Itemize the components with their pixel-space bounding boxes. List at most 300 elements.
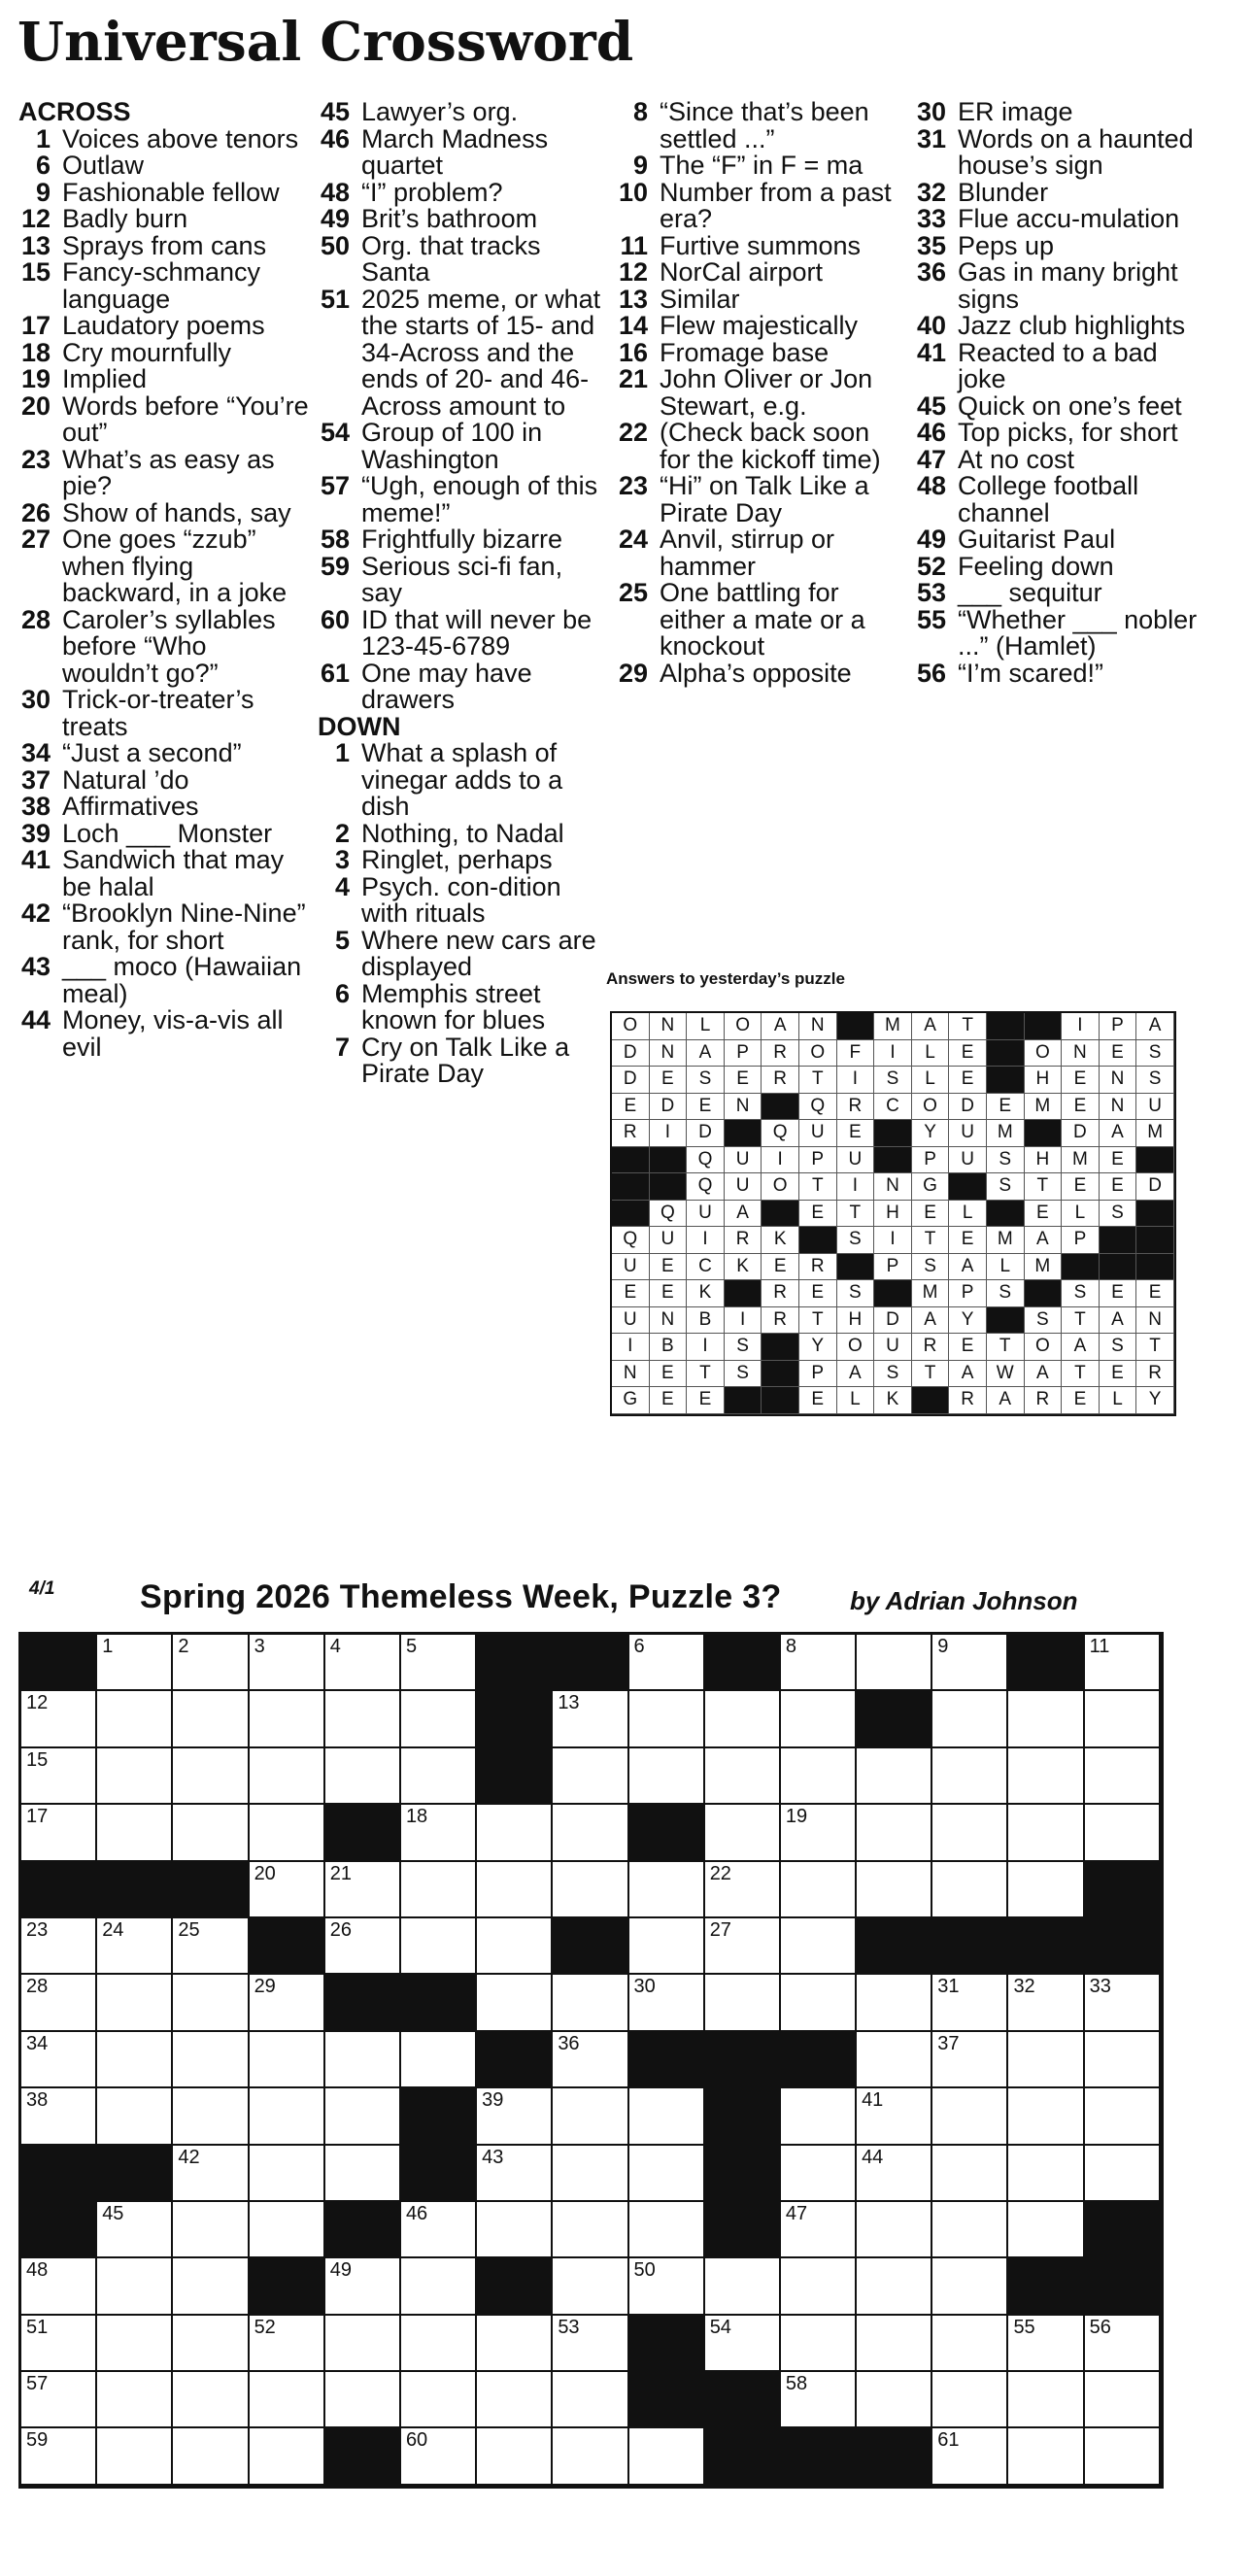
grid-cell[interactable] <box>781 2088 857 2145</box>
answer-cell: C <box>874 1094 912 1121</box>
grid-cell[interactable] <box>173 2088 249 2145</box>
clue-text: Badly burn <box>62 204 188 233</box>
grid-cell[interactable] <box>553 2372 628 2428</box>
grid-cell[interactable] <box>250 1975 325 2031</box>
answer-cell: Y <box>949 1307 987 1335</box>
clue-text: Serious sci-fi fan, say <box>361 551 563 607</box>
answer-cell: N <box>1136 1307 1174 1335</box>
grid-cell[interactable] <box>250 2146 325 2202</box>
clue-number: 61 <box>320 658 350 688</box>
clue-number: 36 <box>916 257 946 287</box>
grid-cell[interactable] <box>781 1805 857 1861</box>
grid-cell[interactable] <box>1008 1805 1084 1861</box>
grid-cell[interactable] <box>250 1748 325 1805</box>
grid-block <box>1085 1918 1161 1975</box>
grid-cell[interactable] <box>629 2258 705 2315</box>
clue-text: Fashionable fellow <box>62 177 280 207</box>
grid-cell[interactable] <box>21 2372 97 2428</box>
grid-cell[interactable] <box>553 1748 628 1805</box>
clue <box>18 337 310 367</box>
grid-cell[interactable] <box>401 1748 477 1805</box>
answer-cell: A <box>912 1307 950 1335</box>
grid-cell[interactable] <box>857 2258 932 2315</box>
clue <box>18 206 310 233</box>
clue-text: “Brooklyn Nine-Nine” rank, for short <box>62 898 306 955</box>
grid-cell[interactable] <box>477 2428 553 2485</box>
grid-cell[interactable] <box>629 2088 705 2145</box>
grid-cell[interactable] <box>1008 2372 1084 2428</box>
grid-cell[interactable] <box>401 1805 477 1861</box>
grid-block <box>173 1862 249 1918</box>
grid-cell[interactable] <box>705 1691 781 1747</box>
grid-cell[interactable] <box>250 2372 325 2428</box>
grid-block <box>97 1862 173 1918</box>
grid-cell[interactable] <box>250 1635 325 1691</box>
grid-cell[interactable] <box>173 2428 249 2485</box>
grid-cell[interactable] <box>629 1975 705 2031</box>
grid-cell[interactable] <box>857 1805 932 1861</box>
grid-cell[interactable] <box>1085 2088 1161 2145</box>
grid-cell[interactable] <box>325 2146 401 2202</box>
grid-cell[interactable] <box>629 1748 705 1805</box>
grid-cell[interactable] <box>1085 2428 1161 2485</box>
clue-number: 27 <box>20 525 51 554</box>
grid-cell[interactable] <box>781 1918 857 1975</box>
grid-cell[interactable] <box>477 1918 553 1975</box>
grid-cell[interactable] <box>857 1748 932 1805</box>
answer-cell: T <box>799 1307 837 1335</box>
clue-number: 44 <box>20 1005 51 1034</box>
grid-cell[interactable] <box>173 1748 249 1805</box>
answer-block <box>1136 1227 1174 1254</box>
clue-number: 10 <box>618 177 648 207</box>
answer-cell: U <box>650 1227 688 1254</box>
clue <box>318 230 609 287</box>
grid-cell[interactable] <box>97 1635 173 1691</box>
grid-cell[interactable] <box>1008 2316 1084 2372</box>
clue-number: 12 <box>618 257 648 287</box>
grid-cell[interactable] <box>401 1635 477 1691</box>
grid-block <box>705 2202 781 2258</box>
answer-cell: H <box>874 1201 912 1228</box>
grid-cell[interactable] <box>781 2258 857 2315</box>
clue-number: 23 <box>20 444 51 474</box>
grid-cell[interactable] <box>325 1748 401 1805</box>
answer-cell: R <box>912 1334 950 1361</box>
grid-cell[interactable] <box>173 1975 249 2031</box>
grid-cell[interactable] <box>553 2316 628 2372</box>
grid-cell[interactable] <box>21 1918 97 1975</box>
grid-cell[interactable] <box>629 1862 705 1918</box>
grid-cell[interactable] <box>401 1918 477 1975</box>
grid-cell[interactable] <box>401 2372 477 2428</box>
answer-cell: G <box>912 1173 950 1201</box>
grid-cell[interactable] <box>401 2032 477 2088</box>
cell-number: 57 <box>26 2373 49 2395</box>
clue <box>914 313 1205 340</box>
clue-number: 3 <box>334 845 350 874</box>
grid-cell[interactable] <box>97 2372 173 2428</box>
grid-cell[interactable] <box>477 1805 553 1861</box>
grid-cell[interactable] <box>477 2316 553 2372</box>
grid-block <box>477 1635 553 1691</box>
grid-cell[interactable] <box>932 2032 1008 2088</box>
clue-text: What a splash of vinegar adds to a dish <box>361 738 563 821</box>
grid-cell[interactable] <box>553 2088 628 2145</box>
grid-block <box>705 2428 781 2485</box>
grid-cell[interactable] <box>97 2428 173 2485</box>
grid-cell[interactable] <box>857 2372 932 2428</box>
grid-cell[interactable] <box>857 2202 932 2258</box>
answer-cell: T <box>837 1201 875 1228</box>
answer-block <box>949 1173 987 1201</box>
grid-cell[interactable] <box>857 2146 932 2202</box>
grid-cell[interactable] <box>97 2258 173 2315</box>
clue-number: 42 <box>20 898 51 928</box>
answer-block <box>1025 1280 1063 1307</box>
grid-cell[interactable] <box>781 2316 857 2372</box>
grid-cell[interactable] <box>477 1975 553 2031</box>
answer-block <box>912 1387 950 1414</box>
clue-number: 1 <box>35 123 51 153</box>
answer-cell: B <box>650 1334 688 1361</box>
answer-cell: O <box>1025 1040 1063 1068</box>
grid-cell[interactable] <box>477 2372 553 2428</box>
grid-cell[interactable] <box>250 1691 325 1747</box>
grid-cell[interactable] <box>21 2316 97 2372</box>
grid-cell[interactable] <box>629 1691 705 1747</box>
grid-cell[interactable] <box>553 2032 628 2088</box>
grid-cell[interactable] <box>21 2258 97 2315</box>
grid-cell[interactable] <box>932 2372 1008 2428</box>
grid-cell[interactable] <box>401 1691 477 1747</box>
grid-cell[interactable] <box>781 1691 857 1747</box>
answer-cell: Q <box>762 1120 799 1147</box>
clue-text: Number from a past era? <box>660 177 892 233</box>
grid-block <box>629 2316 705 2372</box>
grid-cell[interactable] <box>250 1805 325 1861</box>
answer-block <box>1062 1254 1100 1281</box>
grid-cell[interactable] <box>477 1862 553 1918</box>
grid-cell[interactable] <box>629 1635 705 1691</box>
grid-cell[interactable] <box>629 2428 705 2485</box>
grid-cell[interactable] <box>401 2428 477 2485</box>
grid-cell[interactable] <box>1008 1748 1084 1805</box>
grid-block <box>325 2202 401 2258</box>
answer-cell: M <box>987 1227 1025 1254</box>
answer-cell: I <box>687 1227 725 1254</box>
grid-cell[interactable] <box>705 1748 781 1805</box>
grid-cell[interactable] <box>553 2428 628 2485</box>
grid-cell[interactable] <box>1085 2146 1161 2202</box>
grid-cell[interactable] <box>250 1862 325 1918</box>
grid-cell[interactable] <box>477 2088 553 2145</box>
grid-cell[interactable] <box>325 1635 401 1691</box>
answer-block <box>762 1334 799 1361</box>
grid-cell[interactable] <box>477 2202 553 2258</box>
grid-cell[interactable] <box>325 2032 401 2088</box>
grid-cell[interactable] <box>325 1691 401 1747</box>
grid-cell[interactable] <box>781 1975 857 2031</box>
answer-cell: E <box>650 1067 688 1094</box>
grid-cell[interactable] <box>1085 1748 1161 1805</box>
grid-cell[interactable] <box>781 2146 857 2202</box>
grid-cell[interactable] <box>401 2258 477 2315</box>
grid-cell[interactable] <box>932 1805 1008 1861</box>
grid-cell[interactable] <box>857 2088 932 2145</box>
clue-number: 6 <box>35 151 51 180</box>
grid-block <box>21 2146 97 2202</box>
answer-cell: R <box>762 1040 799 1068</box>
grid-cell[interactable] <box>857 1635 932 1691</box>
clue-number: 9 <box>632 151 648 180</box>
grid-cell[interactable] <box>553 2202 628 2258</box>
answer-cell: M <box>1025 1254 1063 1281</box>
grid-cell[interactable] <box>97 1918 173 1975</box>
grid-cell[interactable] <box>325 1918 401 1975</box>
grid-block <box>705 2146 781 2202</box>
grid-cell[interactable] <box>1085 2316 1161 2372</box>
grid-cell[interactable] <box>553 1805 628 1861</box>
grid-cell[interactable] <box>705 2316 781 2372</box>
clue-number: 46 <box>320 123 350 153</box>
grid-cell[interactable] <box>97 2316 173 2372</box>
answer-cell: R <box>612 1120 650 1147</box>
grid-cell[interactable] <box>932 1691 1008 1747</box>
cell-number: 18 <box>405 1806 428 1828</box>
grid-cell[interactable] <box>1085 1975 1161 2031</box>
grid-cell[interactable] <box>932 1975 1008 2031</box>
grid-cell[interactable] <box>250 2032 325 2088</box>
answer-block <box>874 1120 912 1147</box>
grid-cell[interactable] <box>250 2316 325 2372</box>
answer-cell: I <box>837 1173 875 1201</box>
grid-cell[interactable] <box>1085 1691 1161 1747</box>
grid-cell[interactable] <box>781 1635 857 1691</box>
answer-cell: S <box>987 1147 1025 1174</box>
grid-cell[interactable] <box>781 1748 857 1805</box>
grid-block <box>553 1635 628 1691</box>
grid-cell[interactable] <box>325 1862 401 1918</box>
grid-cell[interactable] <box>553 2258 628 2315</box>
grid-cell[interactable] <box>705 1862 781 1918</box>
grid-cell[interactable] <box>932 2428 1008 2485</box>
answer-cell: C <box>687 1254 725 1281</box>
clue <box>18 497 310 527</box>
grid-cell[interactable] <box>173 2258 249 2315</box>
clue <box>318 420 609 473</box>
cell-number: 33 <box>1089 1976 1111 1998</box>
grid-cell[interactable] <box>553 1862 628 1918</box>
answer-cell: S <box>687 1067 725 1094</box>
grid-cell[interactable] <box>781 2372 857 2428</box>
grid-cell[interactable] <box>401 2316 477 2372</box>
byline: by Adrian Johnson <box>850 1586 1078 1615</box>
grid-cell[interactable] <box>21 2088 97 2145</box>
grid-cell[interactable] <box>477 2146 553 2202</box>
grid-cell[interactable] <box>932 1635 1008 1691</box>
grid-cell[interactable] <box>97 2032 173 2088</box>
grid-cell[interactable] <box>932 2202 1008 2258</box>
answer-cell: U <box>612 1307 650 1335</box>
grid-cell[interactable] <box>21 2032 97 2088</box>
grid-cell[interactable] <box>1008 1862 1084 1918</box>
grid-cell[interactable] <box>401 2202 477 2258</box>
grid-block <box>705 2088 781 2145</box>
clue <box>914 420 1205 447</box>
clue <box>318 284 609 421</box>
grid-cell[interactable] <box>1008 2202 1084 2258</box>
grid-cell[interactable] <box>250 2428 325 2485</box>
clue-number: 52 <box>916 551 946 581</box>
grid-cell[interactable] <box>1085 2372 1161 2428</box>
clue <box>318 925 609 981</box>
grid-cell[interactable] <box>21 1748 97 1805</box>
cell-number: 3 <box>254 1636 265 1657</box>
grid-cell[interactable] <box>1008 1975 1084 2031</box>
grid-cell[interactable] <box>1008 2032 1084 2088</box>
grid-cell[interactable] <box>1085 1635 1161 1691</box>
answer-cell: P <box>949 1280 987 1307</box>
grid-cell[interactable] <box>97 1805 173 1861</box>
grid-cell[interactable] <box>857 2032 932 2088</box>
grid-cell[interactable] <box>173 2032 249 2088</box>
grid-cell[interactable] <box>173 1691 249 1747</box>
clue-text: Cry mournfully <box>62 337 232 367</box>
clue-text: March Madness quartet <box>361 123 549 180</box>
grid-cell[interactable] <box>173 2372 249 2428</box>
clue-number: 30 <box>20 685 51 714</box>
clue-number: 39 <box>20 818 51 848</box>
grid-cell[interactable] <box>97 2088 173 2145</box>
clue-text: Org. that tracks Santa <box>361 230 541 287</box>
grid-cell[interactable] <box>1008 1691 1084 1747</box>
clue-number: 1 <box>334 738 350 767</box>
answer-cell: M <box>987 1120 1025 1147</box>
answer-cell: S <box>1062 1280 1100 1307</box>
grid-cell[interactable] <box>932 1748 1008 1805</box>
grid-cell[interactable] <box>173 2316 249 2372</box>
grid-cell[interactable] <box>781 2202 857 2258</box>
grid-cell[interactable] <box>932 2146 1008 2202</box>
grid-cell[interactable] <box>325 2316 401 2372</box>
clue <box>318 847 609 874</box>
grid-cell[interactable] <box>629 2146 705 2202</box>
grid-cell[interactable] <box>629 1918 705 1975</box>
grid-cell[interactable] <box>553 1691 628 1747</box>
grid-cell[interactable] <box>857 2316 932 2372</box>
grid-cell[interactable] <box>1008 2088 1084 2145</box>
answer-cell: A <box>1100 1307 1137 1335</box>
clue-text: Psych. con-dition with rituals <box>361 871 561 928</box>
grid-block <box>1085 2202 1161 2258</box>
grid-cell[interactable] <box>1008 2428 1084 2485</box>
grid-cell[interactable] <box>857 1862 932 1918</box>
grid-cell[interactable] <box>173 1918 249 1975</box>
grid-cell[interactable] <box>250 2088 325 2145</box>
grid-cell[interactable] <box>705 1918 781 1975</box>
answer-cell: P <box>799 1147 837 1174</box>
cell-number: 32 <box>1013 1976 1035 1998</box>
clue <box>18 313 310 340</box>
grid-cell[interactable] <box>932 1862 1008 1918</box>
answer-cell: D <box>949 1094 987 1121</box>
answer-cell: P <box>799 1361 837 1388</box>
answer-cell: U <box>687 1201 725 1228</box>
cell-number: 50 <box>633 2259 656 2282</box>
grid-cell[interactable] <box>325 2258 401 2315</box>
grid-cell[interactable] <box>1008 2146 1084 2202</box>
grid-cell[interactable] <box>97 2202 173 2258</box>
grid-cell[interactable] <box>553 1975 628 2031</box>
grid-cell[interactable] <box>705 1975 781 2031</box>
clue-number: 58 <box>320 525 350 554</box>
clue-number: 11 <box>620 230 648 260</box>
answer-cell: T <box>949 1013 987 1040</box>
answer-block <box>612 1147 650 1174</box>
grid-cell[interactable] <box>325 2372 401 2428</box>
answer-cell: E <box>1100 1361 1137 1388</box>
clue-text: Outlaw <box>62 151 145 180</box>
grid-cell[interactable] <box>781 1862 857 1918</box>
clue-text: Anvil, stirrup or hammer <box>660 525 835 581</box>
clue <box>18 390 310 447</box>
answer-block <box>987 1067 1025 1094</box>
clue-text: One battling for either a mate or a knockout <box>660 578 865 661</box>
grid-cell[interactable] <box>173 2146 249 2202</box>
answer-cell: D <box>650 1094 688 1121</box>
grid-cell[interactable] <box>97 1748 173 1805</box>
grid-cell[interactable] <box>325 2088 401 2145</box>
answer-cell: S <box>1100 1334 1137 1361</box>
grid-cell[interactable] <box>857 1975 932 2031</box>
grid-block <box>1008 2258 1084 2315</box>
clue-text: “I” problem? <box>361 177 503 207</box>
grid-cell[interactable] <box>1085 1805 1161 1861</box>
answer-cell: T <box>987 1334 1025 1361</box>
grid-cell[interactable] <box>1085 2032 1161 2088</box>
grid-cell[interactable] <box>97 1691 173 1747</box>
clue-text: John Oliver or Jon Stewart, e.g. <box>660 364 873 421</box>
grid-cell[interactable] <box>553 2146 628 2202</box>
grid-cell[interactable] <box>21 1975 97 2031</box>
grid-cell[interactable] <box>401 1862 477 1918</box>
grid-cell[interactable] <box>932 2258 1008 2315</box>
grid-cell[interactable] <box>932 2088 1008 2145</box>
grid-cell[interactable] <box>173 2202 249 2258</box>
grid-cell[interactable] <box>173 1635 249 1691</box>
grid-cell[interactable] <box>21 2428 97 2485</box>
answer-cell: S <box>1136 1040 1174 1068</box>
grid-cell[interactable] <box>629 2202 705 2258</box>
clue-number: 4 <box>334 871 350 901</box>
grid-cell[interactable] <box>21 1805 97 1861</box>
grid-cell[interactable] <box>705 1805 781 1861</box>
cell-number: 56 <box>1089 2316 1111 2338</box>
answer-cell: E <box>949 1334 987 1361</box>
cell-number: 25 <box>178 1918 200 1941</box>
grid-cell[interactable] <box>250 2202 325 2258</box>
answer-block <box>650 1173 688 1201</box>
answer-cell: A <box>987 1387 1025 1414</box>
grid-cell[interactable] <box>21 1691 97 1747</box>
grid-cell[interactable] <box>173 1805 249 1861</box>
grid-cell[interactable] <box>97 1975 173 2031</box>
grid-cell[interactable] <box>932 2316 1008 2372</box>
answer-block <box>612 1173 650 1201</box>
cell-number: 5 <box>405 1636 418 1657</box>
grid-cell[interactable] <box>705 2258 781 2315</box>
